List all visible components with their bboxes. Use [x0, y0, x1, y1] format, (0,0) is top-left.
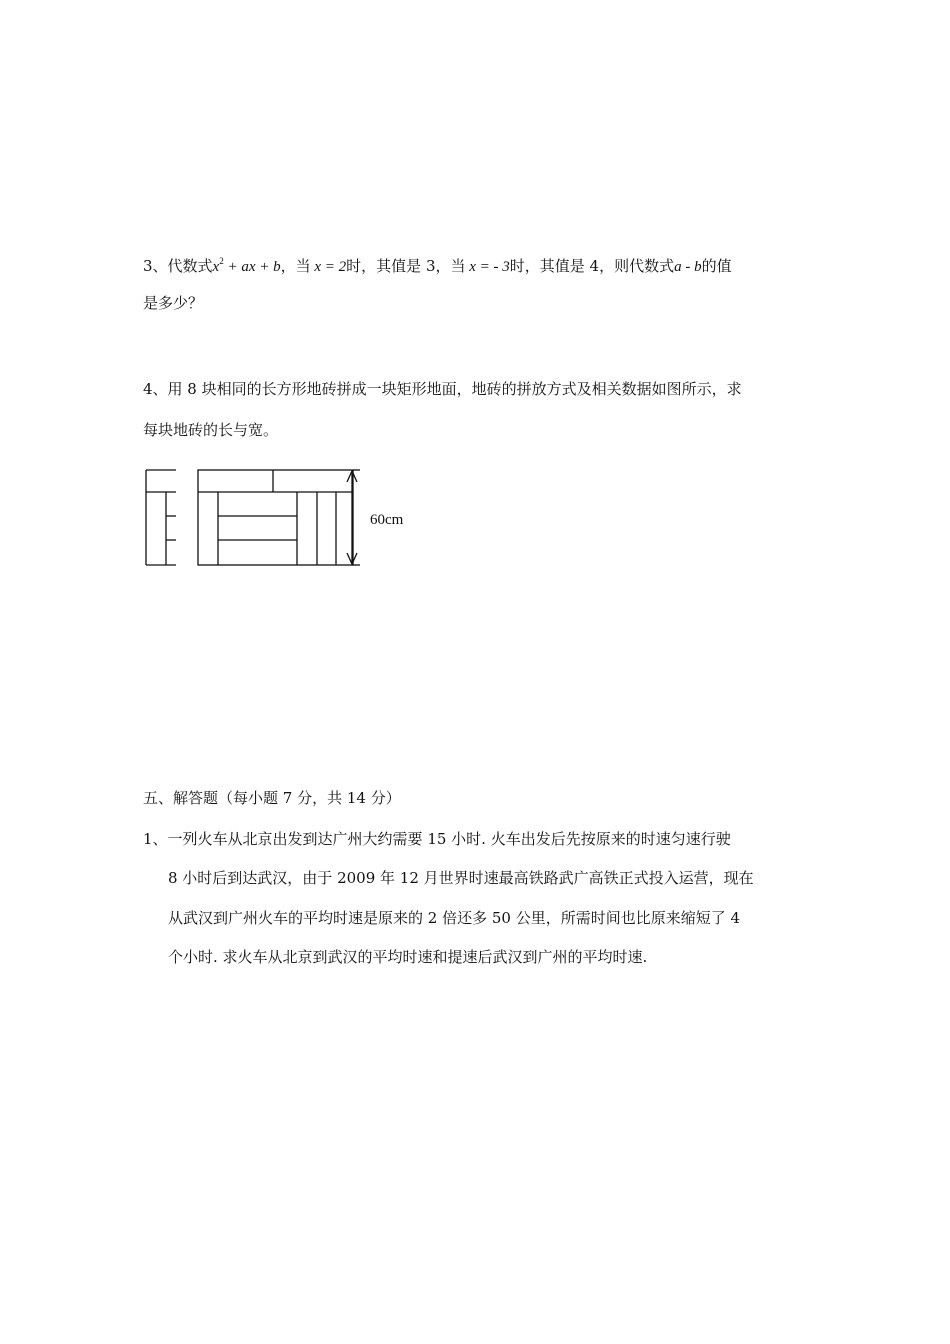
q3-condition-2: x = - 3: [465, 259, 510, 275]
main-rectangle: [198, 470, 353, 565]
q3-mid-2: 时，其值是 3，当: [346, 257, 466, 275]
tile-figure: [140, 462, 440, 578]
q3-expression-a-minus-b: a - b: [674, 259, 702, 275]
question-4-line-2: 每块地砖的长与宽。: [143, 421, 279, 439]
q3-condition-1: x = 2: [310, 259, 347, 275]
question-3-line-2: 是多少？: [143, 294, 204, 312]
dimension-label: 60cm: [370, 512, 404, 528]
q3-expression: [212, 256, 281, 275]
q3-expr-exponent: 2: [219, 256, 224, 266]
question-4-line-1: 4、用 8 块相同的长方形地砖拼成一块矩形地面，地砖的拼放方式及相关数据如图所示，求: [143, 380, 742, 398]
q3-prefix: 3、代数式: [143, 257, 213, 275]
tile-diagram: [140, 462, 440, 574]
problem-1-line-3: 从武汉到广州火车的平均时速是原来的 2 倍还多 50 公里，所需时间也比原来缩短了 4: [168, 909, 741, 927]
section-5-heading: 五、解答题（每小题 7 分，共 14 分）: [143, 789, 401, 807]
problem-1-line-2: 8 小时后到达武汉，由于 2009 年 12 月世界时速最高铁路武广高铁正式投入运营，现在: [168, 869, 754, 887]
problem-1-line-1: 1、一列火车从北京出发到达广州大约需要 15 小时. 火车出发后先按原来的时速匀速行驶: [143, 830, 731, 848]
q3-mid-1: ，当: [280, 257, 311, 275]
q3-suffix: 的值: [701, 257, 732, 275]
problem-1-line-4: 个小时. 求火车从北京到武汉的平均时速和提速后武汉到广州的平均时速.: [168, 948, 648, 966]
q3-mid-3: 时，其值是 4，则代数式: [509, 257, 675, 275]
q3-expr-rest: + ax + b: [223, 259, 281, 275]
question-3-line-1: [143, 250, 732, 278]
q3-expr-x: x: [212, 259, 220, 275]
